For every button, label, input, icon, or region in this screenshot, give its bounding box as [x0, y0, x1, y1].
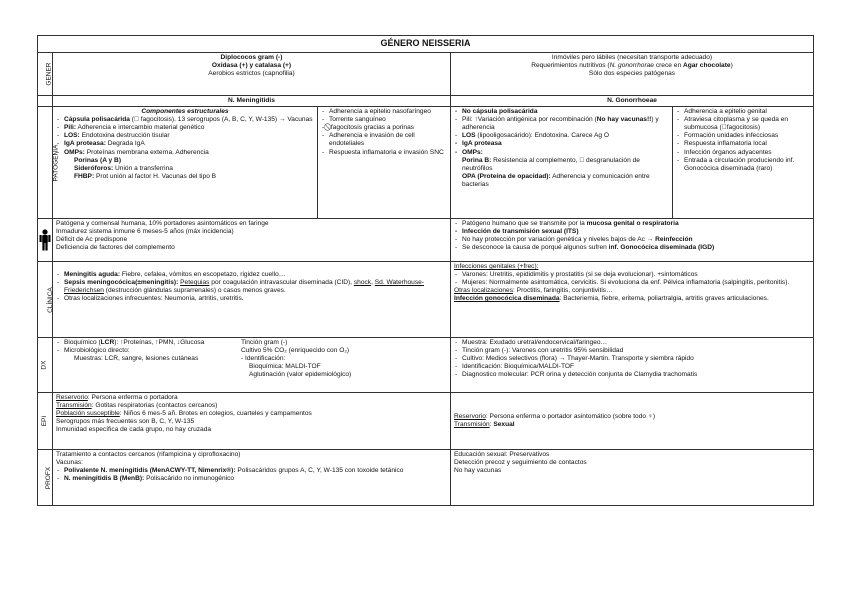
- row-label-dx: DX: [38, 338, 53, 393]
- clinica-gonorrhoeae: Infecciones genitales (+frec): - Varones: Uretritis, epididimitis y prostatitis (si se deja evolucionar). +sintomáticos - Mujeres: Normalmente asintomática, cervicitis. Si evoluciona da enf. Pélvica inflamatoria (salpingitis, peritonitis). Otras localizaciones: Proctitis, faringitis, conjuntivitis… Infección gonocócica diseminada: Bacteriemia, fiebre, eritema, poliartralgia, artritis graves articulaciones.: [451, 262, 814, 338]
- profx-meningitidis: Tratamiento a contactos cercanos (rifampicina y ciprofloxacino) Vacunas: - Polivalente N. meningitidis (MenACWY-TT, Nimenrix®): Polisacáridos grupos A, C, Y, W-135 con toxoide tetánico - N. meningitidis B (MenB): Polisacárido no inmunogénico: [53, 450, 451, 506]
- person-icon: [39, 229, 51, 251]
- profx-gonorrhoeae: Educación sexual: Preservativos Detección precoz y seguimiento de contactos No hay vacunas: [451, 450, 814, 506]
- gener-general: Inmóviles pero lábiles (necesitan transporte adecuado) Requerimientos nutritivos (N. gonorrhorae crece en Agar chocolate) Sólo dos especies patógenas: [451, 53, 814, 96]
- epi-meningitidis: Reservorio: Persona enferma o portadora Transmisión: Gotitas respiratorias (contactos cercanos) Población susceptible: Niños 6 mes-5 añ. Brotes en colegios, cuarteles y campamentos Serogrupos más frecuentes son B, C, Y, W-135 Inmunidad específica de cada grupo, no hay cruzada: [53, 393, 451, 450]
- header-gonorrhoeae: N. Gonorrhoeae: [451, 96, 814, 107]
- row-label-epi: EPI: [38, 393, 53, 450]
- page-title: GÉNERO NEISSERIA: [38, 36, 814, 53]
- neisseria-table: [37, 35, 814, 506]
- row-label-patogenia: PATOGENIA: [38, 107, 53, 219]
- patogenia-meningitidis-components: Componentes estructurales - Cápsula polisacárida (⃠ fagocitosis). 13 serogrupos (A, B, C, Y, W-135) → Vacunas - Pili: Adherencia e intercambio material genético - LOS: Endotoxina destrucción tisular - IgA proteasa: Degrada IgA - OMPs: Proteínas membrana externa. Adherencia Porinas (A y B) Sideróforos: Unión a transferrina FHBP: Prot unión al factor H. Vacunas del tipo B: [53, 107, 318, 219]
- row-label-profx: PROFX: [38, 450, 53, 506]
- clinica-meningitidis: - Meningitis aguda: Fiebre, cefalea, vómitos en escopetazo, rigidez cuello… - Sepsis meningocócica(±meningitis): Petequias por coagulación intravascular diseminada (CID), shock, Sd. Waterhouse-Friederichsen (destrucción glándulas suprarrenales) o casos menos graves. - Otras localizaciones infrecuentes: Neumonía, artritis, uretritis.: [53, 262, 451, 338]
- row-label-gener: GENER: [38, 53, 53, 96]
- patogenia-gonorrhoeae-components: - No cápsula polisacárida - Pili: ↑Variación antigénica por recombinación (No hay vacunas!!) y adherencia - LOS (lipooligosacárido): Endotoxina. Carece Ag O - IgA proteasa - OMPs: Porina B: Resistencia al complemento, ⃠ desgranulación de neutrófilos OPA (Proteína de opacidad): Adherencia y comunicación entre bacterias: [451, 107, 673, 219]
- row-label-human: [38, 219, 53, 262]
- header-meningitidis: N. Meningitidis: [53, 96, 451, 107]
- dx-meningitidis: - Bioquímico (LCR): ↑Proteínas, ↑PMN, ↓Glucosa - Microbiológico directo: Muestras: LCR, sangre, lesiones cutáneas Tinción gram (-) Cultivo 5% CO₂ (enriquecido con O₂) - Identificación: Bioquímica: MALDI-TOF Aglutinación (valor epidemiológico): [53, 338, 451, 393]
- human-meningitidis: Patógena y comensal humana, 10% portadores asintomáticos en faringe Inmadurez sistema inmune 6 meses-5 años (máx incidencia) Déficit de Ac predispone Deficiencia de factores del complemento: [53, 219, 451, 262]
- patogenia-meningitidis-steps: - Adherencia a epitelio nasofaríngeo - Torrente sanguíneo - ⃠ fagocitosis gracias a porinas - Adherencia e invasión de cell endoteliales - Respuesta inflamatoria e invasión SNC: [318, 107, 451, 219]
- dx-gonorrhoeae: - Muestra: Exudado uretral/endocervical/faringeo… - Tinción gram (-): Varones con uretritis 95% sensibilidad - Cultivo: Medios selectivos (flora) → Thayer-Martin. Transporte y siembra rápido - Identificación: Bioquímica/MALDI-TOF - Diagnostico molecular: PCR orina y detección conjunta de Clamydia trachomatis: [451, 338, 814, 393]
- patogenia-gonorrhoeae-steps: - Adherencia a epitelio genital - Atraviesa citoplasma y se queda en submucosa (⃠fagocitosis) - Formación unidades infecciosas - Respuesta inflamatoria local - Infección órganos adyacentes - Entrada a circulación produciendo inf. Gonocócica diseminada (raro): [673, 107, 814, 219]
- human-gonorrhoeae: - Patógeno humano que se transmite por la mucosa genital o respiratoria - Infección de transmisión sexual (ITS) - No hay protección por variación genética y niveles bajos de Ac → Reinfección - Se desconoce la causa de porqué algunos sufren inf. Gonocócica diseminada (IGD): [451, 219, 814, 262]
- row-label-clinica: CLÍNICA: [38, 262, 53, 338]
- epi-gonorrhoeae: Reservorio: Persona enferma o portador asintomático (sobre todo ♀) Transmisión: Sexual: [451, 393, 814, 450]
- summary-sheet: [37, 35, 813, 506]
- gener-meningitidis: Diplococos gram (-) Oxidasa (+) y catalasa (+) Aerobios estrictos (capnofilia): [53, 53, 451, 96]
